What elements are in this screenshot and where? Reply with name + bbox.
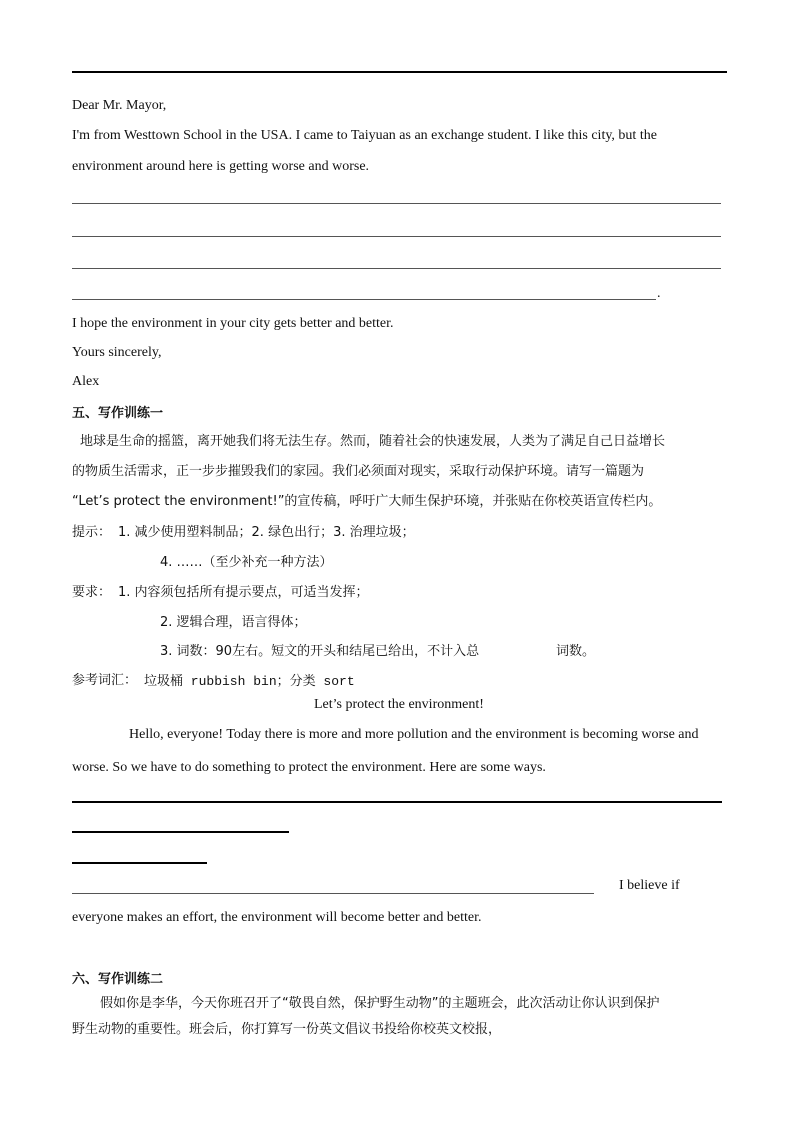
essay-title: Let’s protect the environment! bbox=[314, 697, 484, 712]
prompt-line: 地球是生命的摇篮，离开她我们将无法生存。然而，随着社会的快速发展，人类为了满足自己日益增长 bbox=[80, 434, 666, 449]
essay-opening-line: Hello, everyone! Today there is more and more pollution and the environment is becoming worse and bbox=[129, 727, 699, 742]
requirement-item: 词数。 bbox=[556, 644, 596, 659]
section-heading: 五、写作训练一 bbox=[72, 406, 164, 421]
letter-body-line: environment around here is getting worse and worse. bbox=[72, 159, 370, 174]
essay-ending-line: everyone makes an effort, the environment will become better and better. bbox=[72, 910, 482, 925]
prompt-line: 野生动物的重要性。班会后，你打算写一份英文倡议书投给你校英文校报， bbox=[72, 1022, 502, 1037]
answer-line bbox=[72, 862, 207, 864]
essay-ending-line: I believe if bbox=[619, 878, 680, 893]
requirement-item: 2. 逻辑合理，语言得体； bbox=[160, 615, 307, 630]
top-rule bbox=[72, 71, 727, 73]
requirements-label: 要求： bbox=[72, 585, 112, 600]
hint-item: 1. 减少使用塑料制品；2. 绿色出行；3. 治理垃圾； bbox=[118, 525, 415, 540]
letter-signature: Alex bbox=[72, 374, 100, 389]
answer-line bbox=[72, 801, 722, 803]
requirement-item: 3. 词数：90左右。短文的开头和结尾已给出，不计入总 bbox=[160, 644, 480, 659]
section-heading: 六、写作训练二 bbox=[72, 972, 164, 987]
answer-line bbox=[72, 893, 594, 894]
letter-sign-off: Yours sincerely, bbox=[72, 345, 162, 360]
prompt-line: 假如你是李华，今天你班召开了“敬畏自然，保护野生动物”的主题班会，此次活动让你认识到保护 bbox=[100, 996, 660, 1011]
hint-item: 4. ……（至少补充一种方法） bbox=[160, 555, 333, 570]
hints-label: 提示： bbox=[72, 525, 112, 540]
answer-line bbox=[72, 299, 656, 300]
prompt-line: “Let’s protect the environment!”的宣传稿，呼吁广大师生保护环境，并张贴在你校英语宣传栏内。 bbox=[72, 494, 662, 509]
vocabulary-label: 参考词汇： bbox=[72, 673, 138, 688]
letter-closing-line: I hope the environment in your city gets better and better. bbox=[72, 316, 394, 331]
essay-opening-line: worse. So we have to do something to protect the environment. Here are some ways. bbox=[72, 760, 546, 775]
answer-line bbox=[72, 268, 721, 269]
answer-line bbox=[72, 236, 721, 237]
answer-line bbox=[72, 203, 721, 204]
prompt-line: 的物质生活需求，正一步步摧毁我们的家园。我们必须面对现实，采取行动保护环境。请写一篇题为 bbox=[72, 464, 645, 479]
answer-line bbox=[72, 831, 289, 833]
vocabulary-text: 垃圾桶 rubbish bin；分类 sort bbox=[144, 674, 355, 689]
letter-body-line: I'm from Westtown School in the USA. I came to Taiyuan as an exchange student. I like this city, but the bbox=[72, 128, 657, 143]
requirement-item: 1. 内容须包括所有提示要点，可适当发挥； bbox=[118, 585, 369, 600]
letter-greeting: Dear Mr. Mayor, bbox=[72, 98, 167, 113]
answer-end-mark: . bbox=[657, 286, 661, 301]
